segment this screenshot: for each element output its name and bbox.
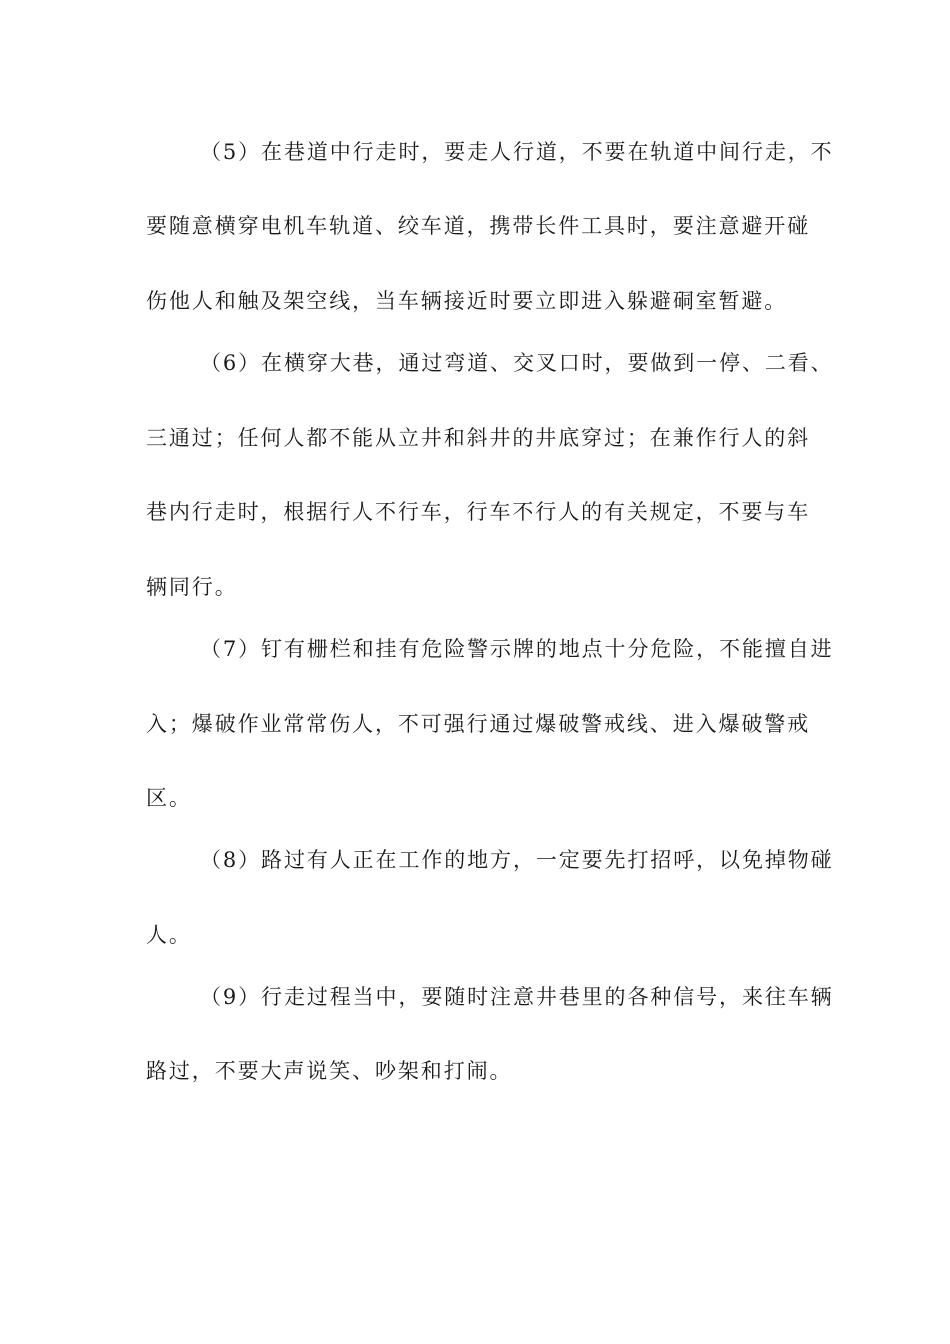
paragraph-6-line-4: 辆同行。 [146, 575, 238, 599]
paragraph-5-line-3: 伤他人和触及架空线，当车辆接近时要立即进入躲避硐室暂避。 [146, 289, 788, 313]
paragraph-7-line-3: 区。 [146, 786, 192, 810]
paragraph-5-line-1: （5）在巷道中行走时，要走人行道，不要在轨道中间行走，不 [200, 140, 834, 164]
paragraph-8-line-2: 人。 [146, 923, 192, 947]
paragraph-6-line-2: 三通过；任何人都不能从立井和斜井的井底穿过；在兼作行人的斜 [146, 426, 811, 450]
paragraph-7-line-2: 入；爆破作业常常伤人，不可强行通过爆破警戒线、进入爆破警戒 [146, 712, 811, 736]
paragraph-7-line-1: （7）钉有栅栏和挂有危险警示牌的地点十分危险，不能擅自进 [200, 637, 834, 661]
paragraph-6-line-3: 巷内行走时，根据行人不行车，行车不行人的有关规定，不要与车 [146, 500, 811, 524]
paragraph-5-line-2: 要随意横穿电机车轨道、绞车道，携带长件工具时，要注意避开碰 [146, 214, 811, 238]
paragraph-9-line-1: （9）行走过程当中，要随时注意井巷里的各种信号，来往车辆 [200, 985, 834, 1009]
paragraph-9-line-2: 路过，不要大声说笑、吵架和打闹。 [146, 1059, 513, 1083]
paragraph-6-line-1: （6）在横穿大巷，通过弯道、交叉口时，要做到一停、二看、 [200, 351, 834, 375]
paragraph-8-line-1: （8）路过有人正在工作的地方，一定要先打招呼，以免掉物碰 [200, 848, 834, 872]
